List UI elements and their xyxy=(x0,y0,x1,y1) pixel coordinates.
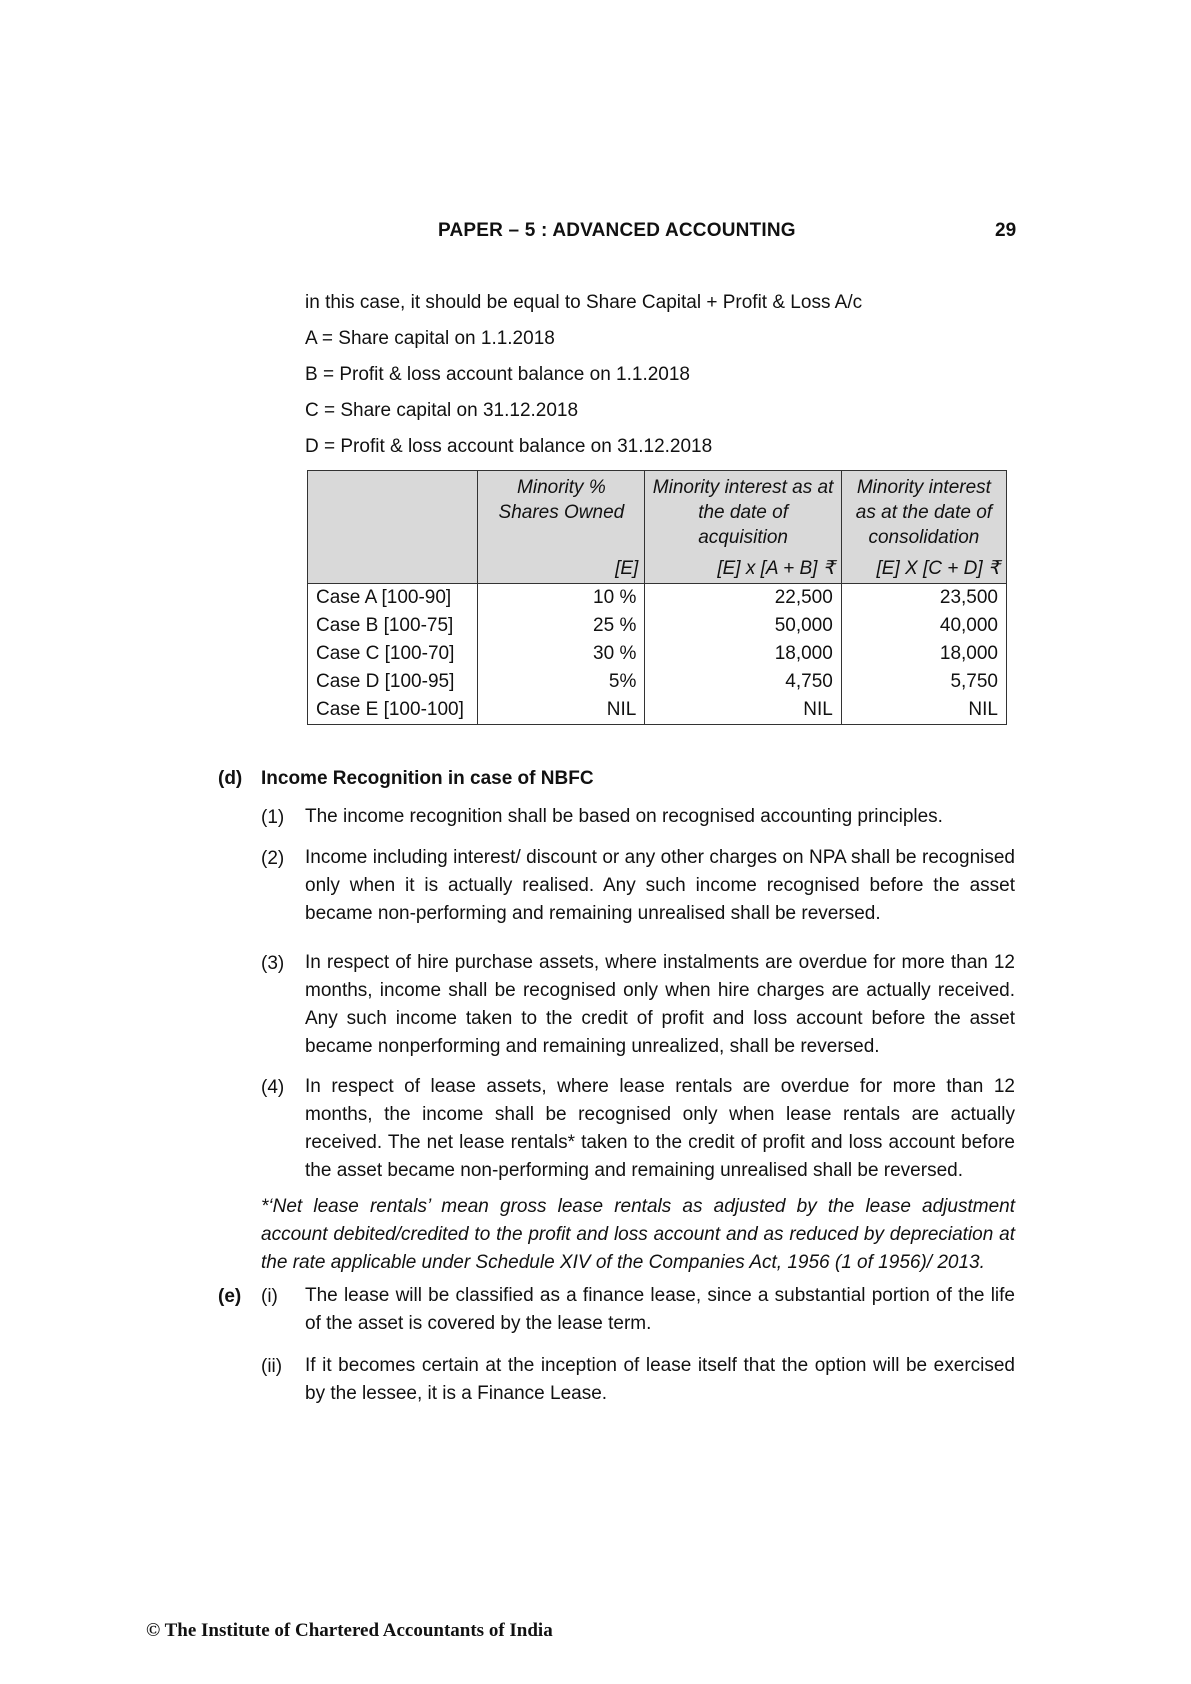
units-cell-blank xyxy=(308,554,478,584)
item-text: In respect of lease assets, where lease rentals are overdue for more than 12 months, the income shall be recognised only when lease rentals are actually received. The net lease rentals* taken to the credit of profit and loss account before the asset became non-performing and remaining unrealised shall be reversed. xyxy=(305,1076,1015,1181)
item-text: Income including interest/ discount or any other charges on NPA shall be recognised only when it is actually realised. Any such income recognised before the asset became non-performing and remaining unrealised shall be reversed. xyxy=(305,847,1015,924)
case-label: Case D [100-95] xyxy=(308,668,478,696)
case-label: Case B [100-75] xyxy=(308,612,478,640)
footer-copyright: © The Institute of Chartered Accountants of India xyxy=(146,1620,553,1641)
case-label: Case A [100-90] xyxy=(308,584,478,613)
table-row xyxy=(308,584,1007,613)
mi-consolidation: NIL xyxy=(841,696,1006,725)
minority-percent: 5% xyxy=(478,668,645,696)
item-number: (ii) xyxy=(261,1356,283,1377)
case-label: Case C [100-70] xyxy=(308,640,478,668)
mi-consolidation: 18,000 xyxy=(841,640,1006,668)
mi-consolidation: 23,500 xyxy=(841,584,1006,613)
units-acquisition-formula: [E] x [A + B] ₹ xyxy=(645,554,841,584)
item-text: In respect of hire purchase assets, where instalments are overdue for more than 12 months, income shall be recognised only when hire charges are actually received. Any such income taken to the credit of profit and loss account before the asset became nonperforming and remaining unrealized, shall be reversed. xyxy=(305,952,1015,1057)
item-number: (4) xyxy=(261,1077,285,1098)
header-cell-blank xyxy=(308,471,478,555)
minority-percent: 10 % xyxy=(478,584,645,613)
item-number: (1) xyxy=(261,807,285,828)
minority-interest-table xyxy=(307,470,1007,725)
table-row xyxy=(308,668,1007,696)
units-consolidation-formula: [E] X [C + D] ₹ xyxy=(841,554,1006,584)
table-header-row xyxy=(308,471,1007,555)
section-d-title: Income Recognition in case of NBFC xyxy=(261,768,594,789)
section-d-label: (d) xyxy=(218,768,243,789)
mi-acquisition: 50,000 xyxy=(645,612,841,640)
header-minority-percent: Minority % Shares Owned xyxy=(478,471,645,555)
mi-acquisition: NIL xyxy=(645,696,841,725)
table-row xyxy=(308,640,1007,668)
mi-acquisition: 4,750 xyxy=(645,668,841,696)
mi-acquisition: 18,000 xyxy=(645,640,841,668)
table-units-row xyxy=(308,554,1007,584)
definition-b: B = Profit & loss account balance on 1.1.2018 xyxy=(305,364,691,385)
page-header-title: PAPER – 5 : ADVANCED ACCOUNTING xyxy=(438,220,796,241)
header-mi-consolidation: Minority interest as at the date of consolidation xyxy=(841,471,1006,555)
definition-c: C = Share capital on 31.12.2018 xyxy=(305,400,579,421)
section-e-label: (e) xyxy=(218,1286,242,1307)
mi-acquisition: 22,500 xyxy=(645,584,841,613)
definition-a: A = Share capital on 1.1.2018 xyxy=(305,328,555,349)
item-text: The lease will be classified as a finance lease, since a substantial portion of the life of the asset is covered by the lease term. xyxy=(305,1285,1015,1334)
page-number: 29 xyxy=(995,220,1017,241)
minority-percent: 30 % xyxy=(478,640,645,668)
mi-consolidation: 40,000 xyxy=(841,612,1006,640)
net-lease-rentals-note: *‘Net lease rentals’ mean gross lease rentals as adjusted by the lease adjustment account debited/credited to the profit and loss account and as reduced by depreciation at the rate applicable under Schedule XIV of the Companies Act, 1956 (1 of 1956)/ 2013. xyxy=(261,1196,1015,1273)
case-label: Case E [100-100] xyxy=(308,696,478,725)
definition-d: D = Profit & loss account balance on 31.12.2018 xyxy=(305,436,713,457)
item-text: The income recognition shall be based on recognised accounting principles. xyxy=(305,806,943,827)
intro-line: in this case, it should be equal to Share Capital + Profit & Loss A/c xyxy=(305,292,863,313)
minority-percent: NIL xyxy=(478,696,645,725)
minority-percent: 25 % xyxy=(478,612,645,640)
mi-consolidation: 5,750 xyxy=(841,668,1006,696)
table-row xyxy=(308,612,1007,640)
item-number: (i) xyxy=(261,1286,278,1307)
item-text: If it becomes certain at the inception of lease itself that the option will be exercised by the lessee, it is a Finance Lease. xyxy=(305,1355,1015,1404)
units-e: [E] xyxy=(478,554,645,584)
header-mi-acquisition: Minority interest as at the date of acquisition xyxy=(645,471,841,555)
item-number: (2) xyxy=(261,848,285,869)
table-row xyxy=(308,696,1007,725)
item-number: (3) xyxy=(261,953,285,974)
